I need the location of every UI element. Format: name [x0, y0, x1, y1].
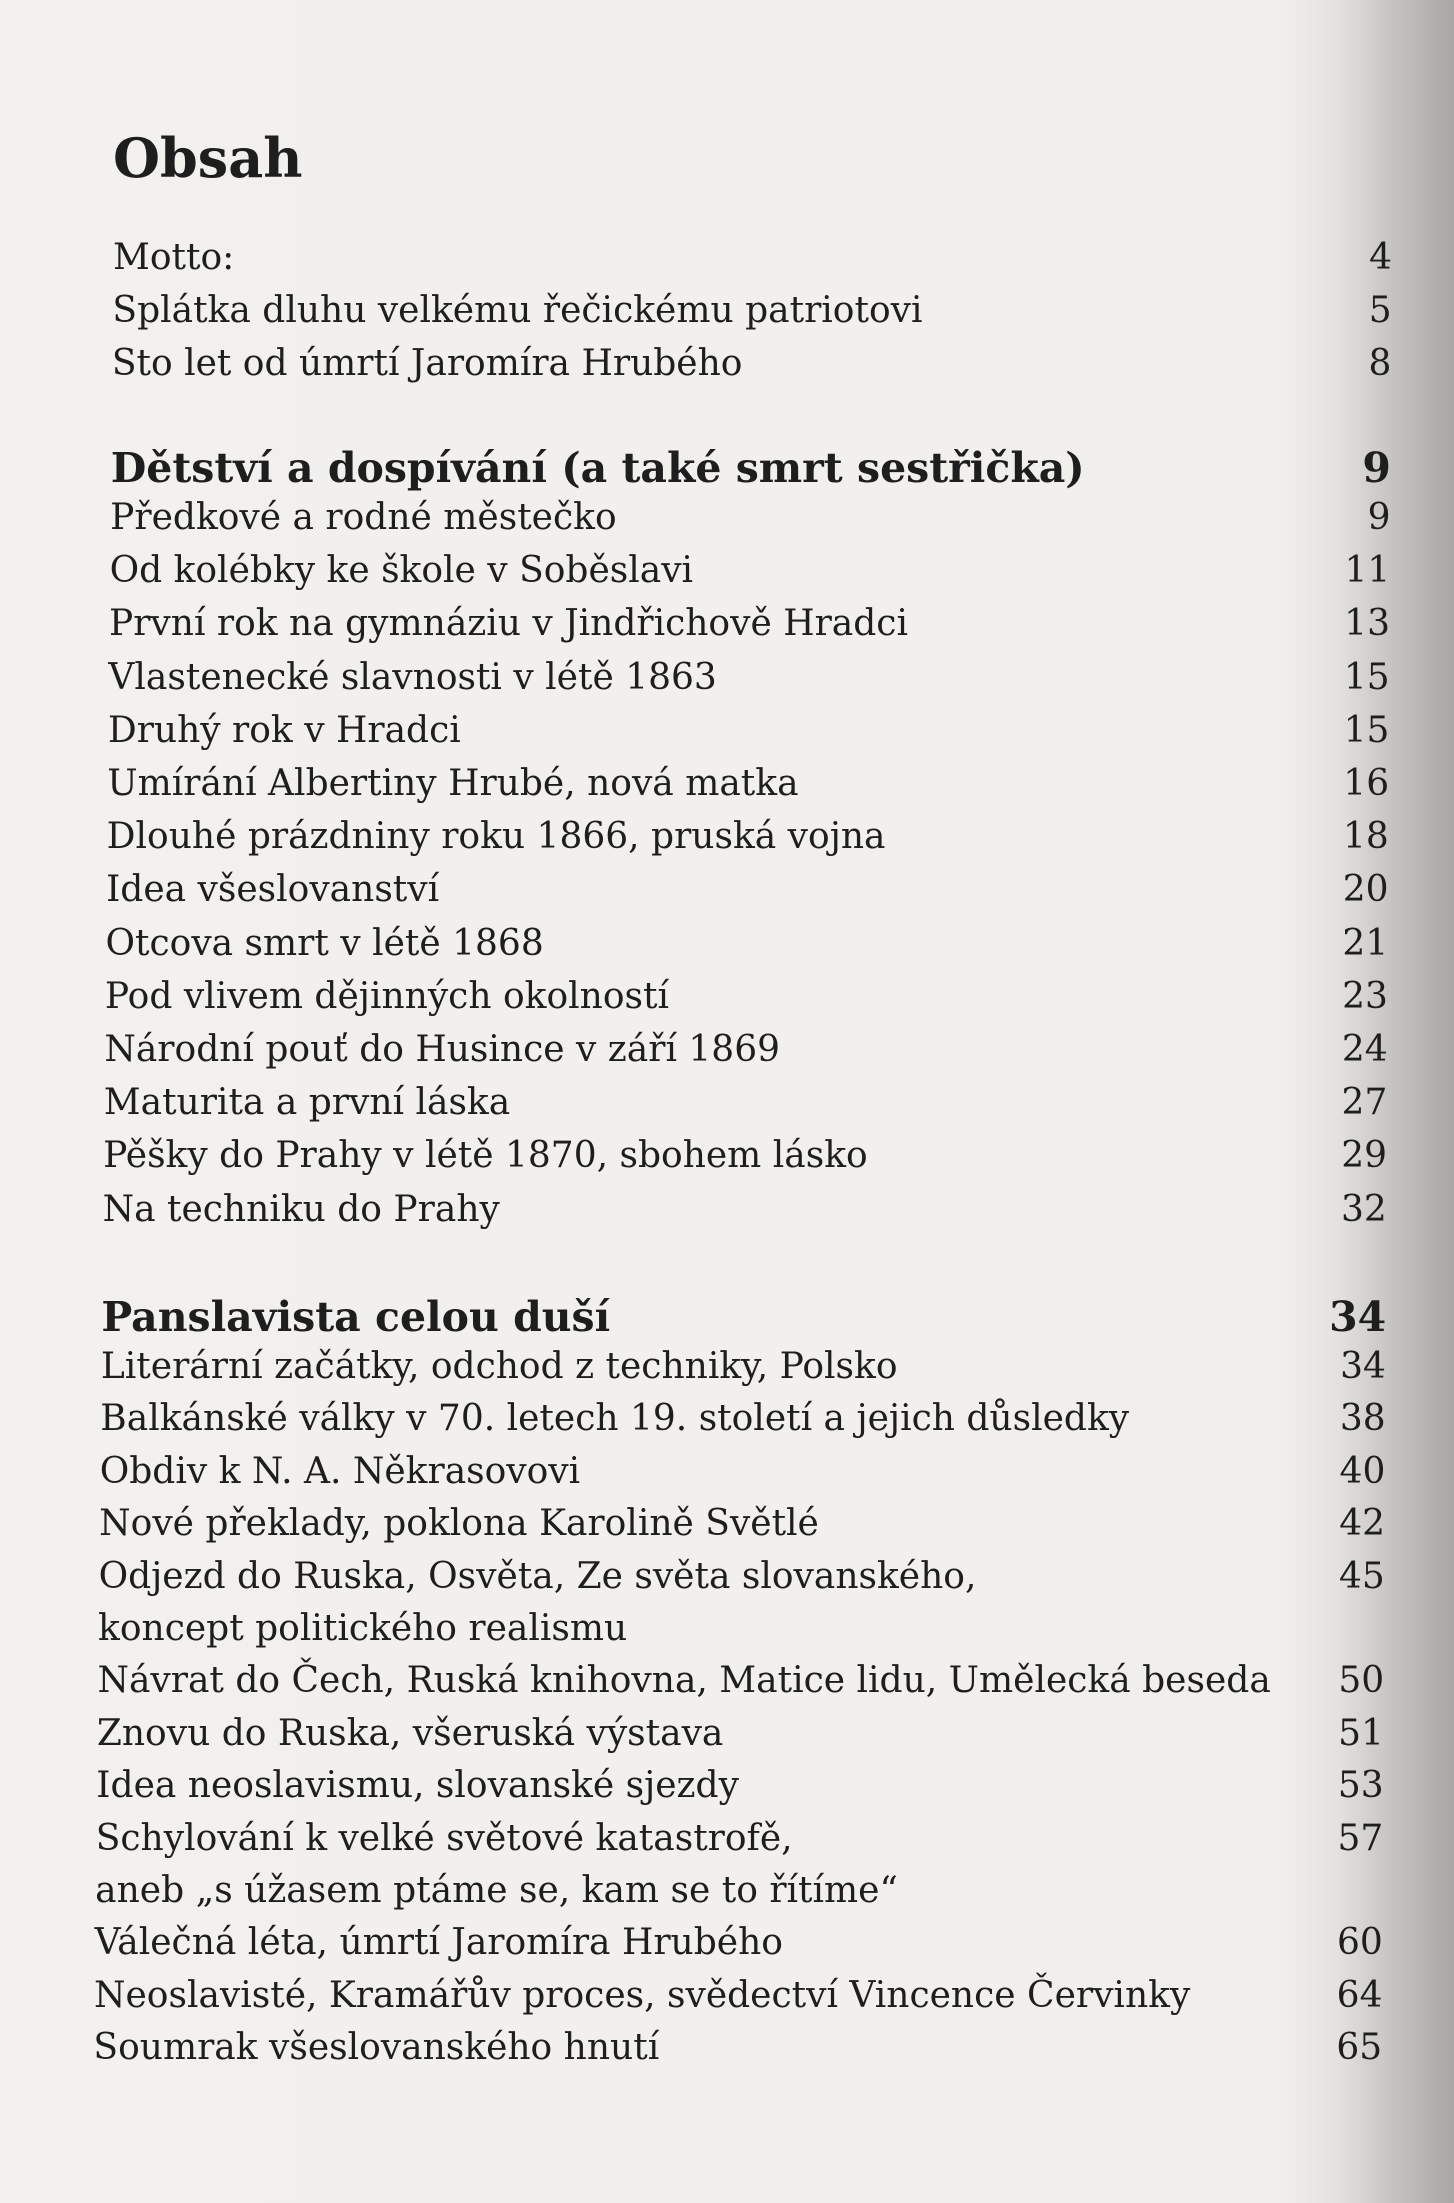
toc-entry [97, 1655, 1384, 1707]
toc-entry-page-number: 21 [1342, 922, 1389, 964]
toc-entry-page-number: 53 [1337, 1765, 1384, 1807]
toc-entry-title: Předkové a rodné městečko [110, 497, 617, 538]
toc-entry-title: Motto: [113, 237, 235, 278]
toc-entry-page-number: 40 [1339, 1450, 1386, 1492]
toc-entry [108, 652, 1389, 704]
toc-entry-page-number: 24 [1341, 1029, 1388, 1070]
toc-entry-title: Vlastenecké slavnosti v létě 1863 [108, 656, 717, 698]
toc-entry [112, 338, 1392, 390]
toc-entry-page-number: 13 [1344, 603, 1390, 645]
toc-entry [98, 1603, 1384, 1655]
toc-entry-page-number: 16 [1343, 763, 1390, 804]
toc-entry-page-number: 29 [1341, 1135, 1388, 1177]
toc-entry-page-number: 64 [1336, 1974, 1383, 2016]
toc-entry-title: Válečná léta, úmrtí Jaromíra Hrubého [94, 1922, 783, 1964]
section-heading [101, 1291, 1386, 1343]
toc-entry-title: Literární začátky, odchod z techniky, Polsko [100, 1346, 898, 1387]
toc-entry-page-number: 5 [1368, 290, 1392, 332]
section-heading-page-number: 9 [1362, 444, 1391, 492]
toc-entry-title: Na techniku do Prahy [102, 1188, 500, 1230]
toc-entry-title: Schylování k velké světové katastrofě, [95, 1817, 793, 1859]
toc-entry-title: Návrat do Čech, Ruská knihovna, Matice lidu, Umělecká beseda [97, 1660, 1271, 1702]
toc-entry [95, 1917, 1383, 1969]
toc-entry [100, 1393, 1385, 1445]
toc-entry [95, 1865, 1383, 1917]
toc-entry-page-number: 34 [1340, 1346, 1386, 1387]
toc-entry-page-number: 11 [1344, 550, 1391, 592]
toc-entry-title: Nové překlady, poklona Karolině Světlé [99, 1503, 819, 1545]
toc-entry [94, 1970, 1382, 2022]
toc-entry-title: Pod vlivem dějinných okolností [104, 975, 669, 1017]
toc-entry-page-number: 27 [1341, 1082, 1388, 1124]
toc-entry-title: Idea všeslovanství [106, 869, 440, 911]
toc-entry [108, 705, 1390, 757]
toc-entry [107, 811, 1389, 863]
toc-entry-page-number: 65 [1336, 2027, 1383, 2069]
toc-entry-title: Národní pouť do Husince v září 1869 [104, 1029, 781, 1070]
toc-entry [110, 492, 1390, 544]
toc-entry [93, 2022, 1382, 2074]
toc-entry-page-number: 15 [1343, 656, 1390, 698]
toc-entry [106, 864, 1388, 916]
toc-entry-page-number: 9 [1367, 497, 1391, 538]
toc-entry-title: Idea neoslavismu, slovanské sjezdy [96, 1765, 739, 1807]
toc-entry-page-number: 45 [1338, 1555, 1385, 1597]
toc-entry-title: Od kolébky ke škole v Soběslavi [109, 550, 694, 592]
toc-entry-title: Soumrak všeslovanského hnutí [93, 2027, 660, 2069]
toc-entry [101, 1341, 1386, 1393]
toc-entry-title: koncept politického realismu [98, 1608, 628, 1649]
toc-entry-title: Umírání Albertiny Hrubé, nová matka [107, 763, 799, 804]
toc-entry [100, 1446, 1386, 1498]
toc-entry-page-number: 57 [1337, 1817, 1384, 1859]
toc-entry-page-number: 18 [1343, 816, 1389, 858]
toc-entry-title: Znovu do Ruska, všeruská výstava [96, 1712, 724, 1754]
toc-entry [109, 598, 1390, 650]
toc-entry-title: Druhý rok v Hradci [107, 709, 461, 751]
toc-entry-title: Dlouhé prázdniny roku 1866, pruská vojna [106, 816, 886, 858]
toc-entry [99, 1551, 1385, 1603]
toc-entry-title: aneb „s úžasem ptáme se, kam se to řítíme“ [95, 1870, 898, 1911]
toc-entry [105, 971, 1388, 1023]
toc-entry-page-number: 23 [1342, 975, 1388, 1017]
toc-entry-title: Pěšky do Prahy v létě 1870, sbohem lásko [103, 1135, 868, 1177]
toc-entry-page-number: 32 [1340, 1188, 1387, 1230]
toc-entry [113, 232, 1392, 284]
toc-entry-title: Otcova smrt v létě 1868 [105, 922, 544, 964]
toc-entry [97, 1708, 1384, 1760]
section-heading-title: Dětství a dospívání (a také smrt sestřička) [110, 444, 1085, 492]
toc-entry [106, 918, 1389, 970]
toc-entry-page-number: 38 [1339, 1398, 1386, 1440]
toc-entry [99, 1498, 1385, 1550]
toc-entry [107, 758, 1389, 810]
toc-entry-title: Odjezd do Ruska, Osvěta, Ze světa slovanského, [98, 1555, 977, 1597]
toc-entry-page-number: 4 [1369, 237, 1392, 278]
toc-entry-page-number: 51 [1338, 1712, 1384, 1754]
toc-entry-title: Sto let od úmrtí Jaromíra Hrubého [111, 343, 743, 385]
toc-entry [103, 1184, 1387, 1236]
toc-entry [112, 285, 1391, 337]
toc-entry-page-number: 15 [1343, 709, 1390, 751]
toc-entry-page-number: 60 [1336, 1922, 1383, 1964]
section-heading-page-number: 34 [1329, 1293, 1387, 1341]
section-heading [111, 442, 1391, 494]
toc-entry-title: Neoslavisté, Kramářův proces, svědectví Vincence Červinky [94, 1974, 1191, 2016]
toc-entry-title: První rok na gymnáziu v Jindřichově Hradci [108, 603, 908, 645]
toc-entry [104, 1077, 1388, 1129]
toc-entry [96, 1813, 1384, 1865]
toc-entry-title: Balkánské války v 70. letech 19. století a jejich důsledky [100, 1398, 1130, 1440]
toc-entry [104, 1024, 1387, 1076]
toc-entry-title: Maturita a první láska [103, 1082, 511, 1124]
toc-entry-title: Splátka dluhu velkému řečickému patriotovi [112, 290, 923, 332]
toc-entry [110, 545, 1391, 597]
page-title: Obsah [113, 126, 303, 190]
section-heading-title: Panslavista celou duší [101, 1293, 611, 1341]
toc-entry-title: Obdiv k N. A. Někrasovovi [99, 1450, 581, 1492]
toc-entry-page-number: 20 [1342, 869, 1389, 911]
toc-entry-page-number: 42 [1339, 1503, 1386, 1545]
toc-entry-page-number: 8 [1368, 343, 1392, 385]
toc-entry-page-number: 50 [1338, 1660, 1385, 1702]
toc-entry [96, 1760, 1383, 1812]
toc-entry [103, 1130, 1387, 1182]
